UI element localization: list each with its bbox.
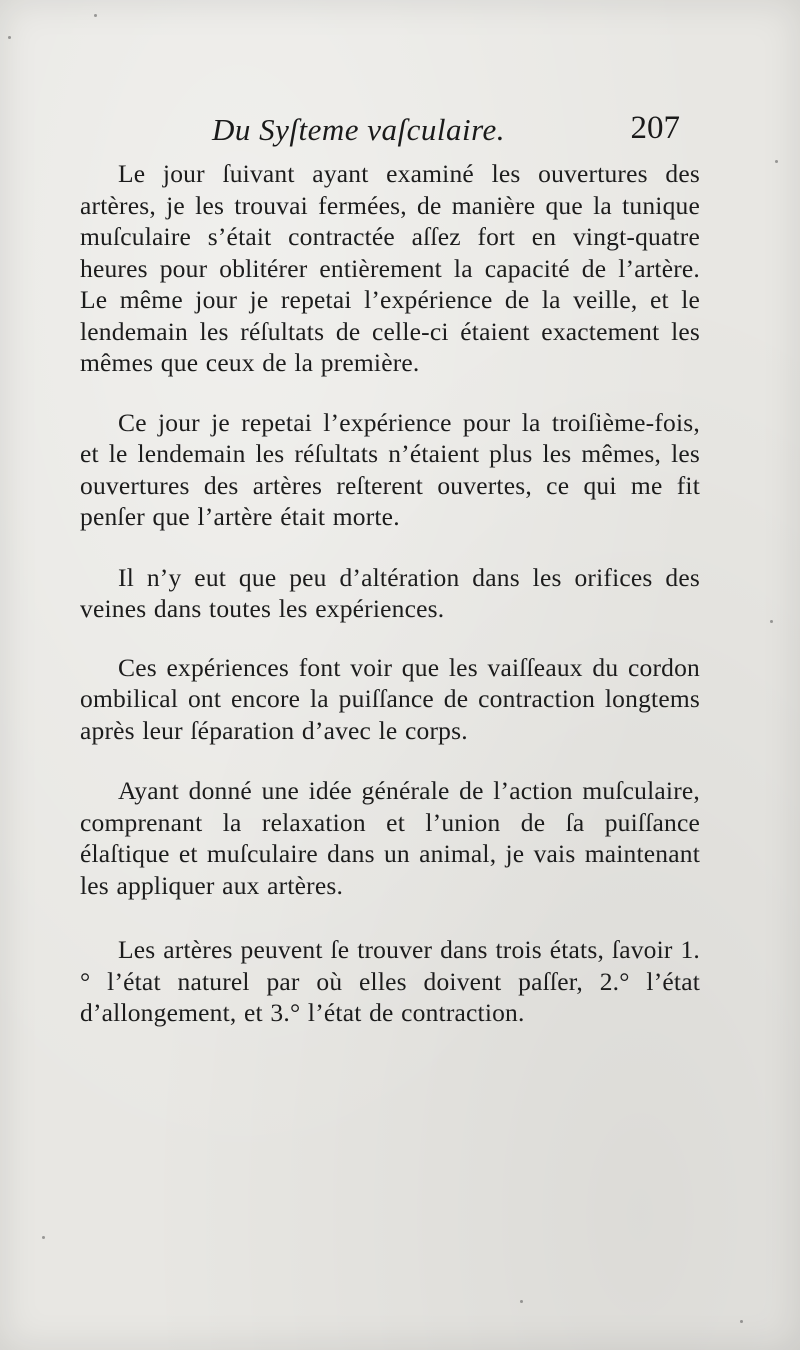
paper-speck <box>770 620 773 623</box>
page-header <box>200 108 700 158</box>
page-number: 207 <box>630 110 680 146</box>
paragraph-3: Il n’y eut que peu d’altération dans les orifices des veines dans toutes les expériences. <box>80 562 700 623</box>
paper-speck <box>520 1300 523 1303</box>
paper-speck <box>94 14 97 17</box>
paragraph-5: Ayant donné une idée générale de l’action muſculaire, comprenant la relaxation et l’union de ſa puiſſance élaſtique et muſculaire dans un animal, je vais maintenant les appliquer aux artères. <box>80 776 700 900</box>
running-title: Du Syſteme vaſculaire. <box>212 112 506 147</box>
paragraph-6: Les artères peuvent ſe trouver dans trois états, ſavoir 1.° l’état naturel par où elles doivent paſſer, 2.° l’état d’allongement, et 3.° l’état de contraction. <box>80 935 700 1027</box>
paper-speck <box>775 160 778 163</box>
paper-speck <box>740 1320 743 1323</box>
body-text <box>80 158 700 1056</box>
paragraph-4: Ces expériences font voir que les vaiſſeaux du cordon ombilical ont encore la puiſſance de contraction longtems après leur ſéparation d’avec le corps. <box>80 652 700 745</box>
paper-speck <box>8 36 11 39</box>
paper-speck <box>42 1236 45 1239</box>
paragraph-2: Ce jour je repetai l’expérience pour la troiſième-fois, et le lendemain les réſultats n’étaient plus les mêmes, les ouvertures des artères reſterent ouvertes, ce qui me fit penſer que l’artère était morte. <box>80 407 700 531</box>
paragraph-1: Le jour ſuivant ayant examiné les ouvertures des artères, je les trouvai fermées, de manière que la tunique muſculaire s’était contractée aſſez fort en vingt-quatre heures pour oblitérer entièrement la capacité de l’artère. Le même jour je repetai l’expérience de la veille, et le lendemain les réſultats de celle-ci étaient exactement les mêmes que ceux de la première. <box>80 159 700 377</box>
